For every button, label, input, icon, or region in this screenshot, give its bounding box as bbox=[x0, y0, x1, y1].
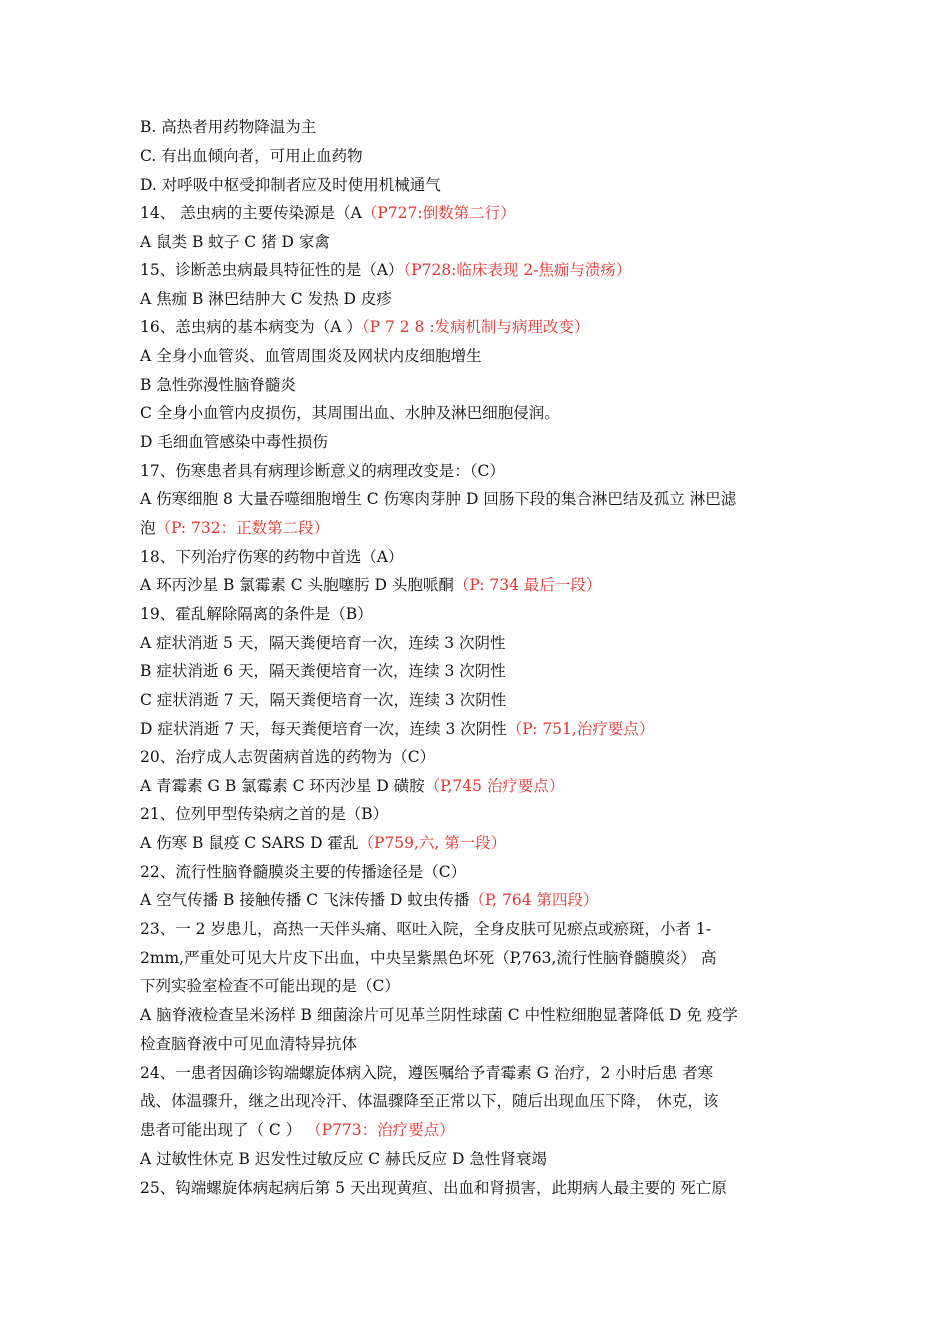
line-text: B 急性弥漫性脑脊髓炎 bbox=[140, 376, 296, 394]
text-line bbox=[140, 546, 403, 568]
text-line bbox=[140, 517, 329, 539]
page-reference: （P 7 2 8 :发病机制与病理改变） bbox=[361, 318, 590, 336]
page-reference: （P727:倒数第二行） bbox=[361, 204, 516, 222]
line-text: A 伤寒细胞 8 大量吞噬细胞增生 C 伤寒肉芽肿 D 回肠下段的集合淋巴结及孤立 淋巴滤 bbox=[140, 490, 737, 508]
line-text: B. 高热者用药物降温为主 bbox=[140, 118, 317, 136]
text-line bbox=[140, 374, 296, 396]
text-line bbox=[140, 689, 506, 711]
line-text: 19、霍乱解除隔离的条件是（B） bbox=[140, 605, 373, 623]
text-line bbox=[140, 1119, 455, 1141]
line-text: C. 有出血倾向者，可用止血药物 bbox=[140, 147, 363, 165]
text-line bbox=[140, 316, 590, 338]
text-line bbox=[140, 632, 506, 654]
line-text: 21、位列甲型传染病之首的是（B） bbox=[140, 805, 389, 823]
text-line bbox=[140, 259, 631, 281]
text-line bbox=[140, 603, 373, 625]
line-text: A 环丙沙星 B 氯霉素 C 头胞噻肟 D 头胞哌酮 bbox=[140, 576, 454, 594]
text-line bbox=[140, 861, 466, 883]
line-text: 2mm,严重处可见大片皮下出血，中央呈紫黑色坏死（P,763,流行性脑脊髓膜炎） 高 bbox=[140, 949, 717, 967]
text-line bbox=[140, 116, 316, 138]
text-line bbox=[140, 918, 711, 940]
line-text: 22、流行性脑脊髓膜炎主要的传播途径是（C） bbox=[140, 863, 467, 881]
line-text: 14、 恙虫病的主要传染源是（A bbox=[140, 204, 362, 222]
line-text: 泡 bbox=[140, 519, 156, 537]
line-text: 24、一患者因确诊钩端螺旋体病入院，遵医嘱给予青霉素 G 治疗，2 小时后患 者寒 bbox=[140, 1064, 714, 1082]
line-text: B 症状消逝 6 天，隔天粪便培育一次，连续 3 次阴性 bbox=[140, 662, 506, 680]
page-reference: （P: 751,治疗要点） bbox=[506, 720, 655, 738]
text-line bbox=[140, 1062, 713, 1084]
text-line bbox=[140, 1148, 547, 1170]
line-text: 20、治疗成人志贺菌病首选的药物为（C） bbox=[140, 748, 436, 766]
line-text: D. 对呼吸中枢受抑制者应及时使用机械通气 bbox=[140, 176, 441, 194]
line-text: D 毛细血管感染中毒性损伤 bbox=[140, 433, 328, 451]
line-text: 16、恙虫病的基本病变为（A ） bbox=[140, 318, 362, 336]
line-text: 15、诊断恙虫病最具特征性的是（A） bbox=[140, 261, 404, 279]
line-text: C 全身小血管内皮损伤，其周围出血、水肿及淋巴细胞侵润。 bbox=[140, 404, 560, 422]
text-line bbox=[140, 1004, 738, 1026]
text-line bbox=[140, 145, 363, 167]
page-reference: （P, 764 第四段） bbox=[469, 891, 599, 909]
page-reference: （P759,六, 第一段） bbox=[358, 834, 507, 852]
line-text: 23、一 2 岁患儿，高热一天伴头痛、呕吐入院，全身皮肤可见瘀点或瘀斑，小者 1- bbox=[140, 920, 711, 938]
text-line bbox=[140, 231, 330, 253]
line-text: A 鼠类 B 蚊子 C 猪 D 家禽 bbox=[140, 233, 330, 251]
line-text: C 症状消逝 7 天，隔天粪便培育一次，连续 3 次阴性 bbox=[140, 691, 507, 709]
text-line bbox=[140, 947, 716, 969]
text-line bbox=[140, 174, 441, 196]
text-line bbox=[140, 975, 400, 997]
text-line bbox=[140, 1033, 357, 1055]
line-text: 检查脑脊液中可见血清特异抗体 bbox=[140, 1035, 358, 1053]
page-reference: （P: 732：正数第二段） bbox=[155, 519, 330, 537]
line-text: 25、钩端螺旋体病起病后第 5 天出现黄疸、出血和肾损害，此期病人最主要的 死亡原 bbox=[140, 1179, 727, 1197]
text-line bbox=[140, 803, 388, 825]
line-text: 17、伤寒患者具有病理诊断意义的病理改变是：（C） bbox=[140, 462, 505, 480]
text-line bbox=[140, 431, 328, 453]
text-line bbox=[140, 1090, 718, 1112]
text-line bbox=[140, 1177, 727, 1199]
text-line bbox=[140, 574, 601, 596]
line-text: A 焦痂 B 淋巴结肿大 C 发热 D 皮疹 bbox=[140, 290, 392, 308]
page-reference: （P773：治疗要点） bbox=[301, 1121, 455, 1139]
text-line bbox=[140, 345, 482, 367]
line-text: A 脑脊液检查呈米汤样 B 细菌涂片可见革兰阴性球菌 C 中性粒细胞显著降低 D 免 疫学 bbox=[140, 1006, 738, 1024]
text-line bbox=[140, 775, 564, 797]
page-reference: （P728:临床表现 2-焦痂与溃疡） bbox=[403, 261, 632, 279]
line-text: A 全身小血管炎、血管周围炎及网状内皮细胞增生 bbox=[140, 347, 482, 365]
line-text: A 过敏性休克 B 迟发性过敏反应 C 赫氏反应 D 急性肾衰竭 bbox=[140, 1150, 547, 1168]
text-line bbox=[140, 746, 435, 768]
text-line bbox=[140, 488, 736, 510]
line-text: 战、体温骤升，继之出现冷汗、体温骤降至正常以下，随后出现血压下降， 休克，该 bbox=[140, 1092, 719, 1110]
text-line bbox=[140, 832, 506, 854]
line-text: 下列实验室检查不可能出现的是（C） bbox=[140, 977, 400, 995]
page-reference: （P: 734 最后一段） bbox=[453, 576, 602, 594]
line-text: A 伤寒 B 鼠疫 C SARS D 霍乱 bbox=[140, 834, 359, 852]
line-text: 患者可能出现了（ C ） bbox=[140, 1121, 302, 1139]
line-text: 18、下列治疗伤寒的药物中首选（A） bbox=[140, 548, 404, 566]
text-line bbox=[140, 718, 654, 740]
text-line bbox=[140, 288, 392, 310]
line-text: A 症状消逝 5 天，隔天粪便培育一次，连续 3 次阴性 bbox=[140, 634, 506, 652]
text-line bbox=[140, 660, 506, 682]
line-text: A 空气传播 B 接触传播 C 飞沫传播 D 蚊虫传播 bbox=[140, 891, 470, 909]
text-line bbox=[140, 889, 599, 911]
text-line bbox=[140, 460, 505, 482]
line-text: D 症状消逝 7 天，每天粪便培育一次，连续 3 次阴性 bbox=[140, 720, 507, 738]
text-line bbox=[140, 202, 516, 224]
line-text: A 青霉素 G B 氯霉素 C 环丙沙星 D 磺胺 bbox=[140, 777, 425, 795]
page-reference: （P,745 治疗要点） bbox=[424, 777, 565, 795]
text-line bbox=[140, 402, 560, 424]
